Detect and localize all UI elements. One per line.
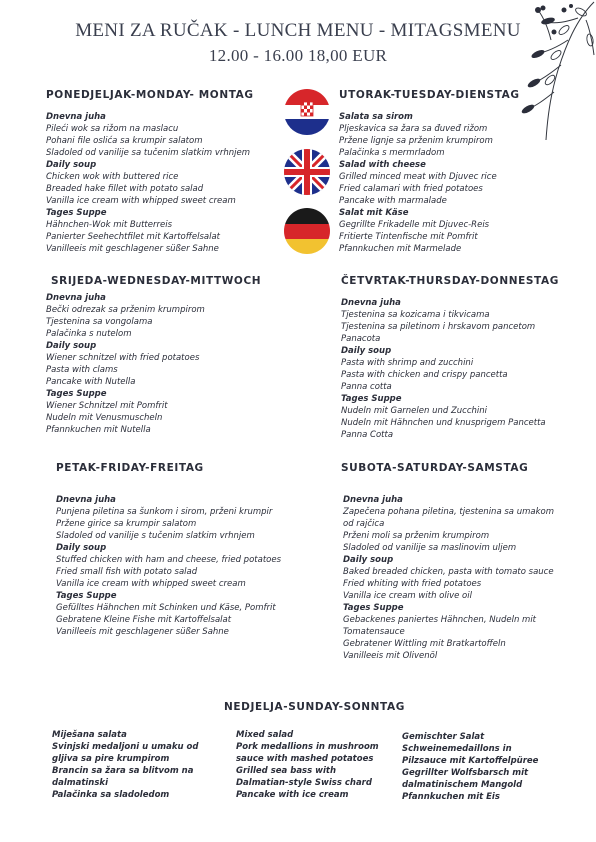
menu-item: Pržene girice sa krumpir salatom (56, 519, 197, 529)
menu-section-heading: Daily soup (46, 341, 97, 351)
menu-section-heading: Daily soup (343, 555, 394, 565)
day-title-monday: PONEDJELJAK-MONDAY- MONTAG (46, 89, 254, 101)
thursday-menu (341, 297, 546, 441)
menu-item: od rajčica (343, 519, 385, 529)
menu-item: Panna cotta (341, 382, 392, 392)
menu-item: Vanilleeis mit geschlagener süßer Sahne (46, 244, 219, 254)
menu-item: Bečki odrezak sa prženim krumpirom (46, 305, 205, 315)
menu-item: Gebackenes paniertes Hähnchen, Nudeln mit (343, 615, 537, 625)
menu-item: Breaded hake fillet with potato salad (46, 184, 204, 194)
menu-item: Punjena piletina sa šunkom i sirom, prženi krumpir (56, 507, 273, 517)
menu-item: Vanilla ice cream with whipped sweet cream (46, 196, 236, 206)
day-title-friday: PETAK-FRIDAY-FREITAG (56, 462, 204, 474)
croatia-flag-icon (284, 89, 330, 135)
menu-item: Gegrillter Wolfsbarsch mit (402, 768, 529, 778)
menu-item: Vanilleeis mit Olivenöl (343, 651, 438, 661)
menu-item: Svinjski medaljoni u umaku od (52, 742, 199, 752)
menu-item: Tomatensauce (343, 627, 405, 637)
menu-item: Brancin sa žara sa blitvom na (52, 766, 194, 776)
menu-item: Pasta with chicken and crispy pancetta (341, 370, 508, 380)
menu-item: Mixed salad (236, 730, 294, 740)
menu-section-heading: Salat mit Käse (339, 208, 409, 218)
day-title-thursday: ČETVRTAK-THURSDAY-DONNESTAG (341, 275, 559, 287)
menu-item: Grilled minced meat with Djuvec rice (339, 172, 497, 182)
menu-item: Pfannkuchen mit Marmelade (339, 244, 462, 254)
menu-item: Vanilleeis mit geschlagener süßer Sahne (56, 627, 229, 637)
menu-item: Wiener Schnitzel mit Pomfrit (46, 401, 168, 411)
menu-section-heading: Dnevna juha (46, 112, 106, 122)
menu-item: Stuffed chicken with ham and cheese, fried potatoes (56, 555, 282, 565)
menu-section-heading: Dnevna juha (46, 293, 106, 303)
menu-item: Sladoled od vanilije s tučenim slatkim vrhnjem (56, 531, 255, 541)
menu-section-heading: Daily soup (56, 543, 107, 553)
menu-item: Nudeln mit Garnelen und Zucchini (341, 406, 488, 416)
menu-item: Wiener schnitzel with fried potatoes (46, 353, 200, 363)
menu-time-price: 12.00 - 16.00 18,00 EUR (208, 46, 388, 65)
menu-item: Nudeln mit Hähnchen und knusprigem Pancetta (341, 418, 546, 428)
menu-section-heading: Daily soup (46, 160, 97, 170)
menu-item: Gemischter Salat (402, 732, 485, 742)
day-title-sunday: NEDJELJA-SUNDAY-SONNTAG (224, 701, 405, 713)
uk-flag-icon (284, 149, 330, 195)
menu-item: Vanilla ice cream with whipped sweet cream (56, 579, 246, 589)
menu-section-heading: Tages Suppe (56, 591, 117, 601)
menu-item: Grilled sea bass with (236, 766, 337, 776)
menu-item: Gefülltes Hähnchen mit Schinken und Käse, Pomfrit (56, 603, 276, 613)
menu-item: Baked breaded chicken, pasta with tomato sauce (343, 567, 554, 577)
saturday-menu (343, 494, 554, 662)
menu-item: sauce with mashed potatoes (236, 754, 374, 764)
menu-item: Pfannkuchen mit Nutella (46, 425, 151, 435)
tuesday-menu (339, 111, 497, 255)
menu-item: Pancake with marmalade (339, 196, 447, 206)
menu-section-heading: Salata sa sirom (339, 112, 413, 122)
menu-section-heading: Tages Suppe (343, 603, 404, 613)
menu-item: Pasta with clams (46, 365, 118, 375)
menu-item: Palačinka s nutelom (46, 329, 132, 339)
sunday-column-german (402, 731, 538, 803)
menu-item: Gegrillte Frikadelle mit Djuvec-Reis (339, 220, 490, 230)
menu-item: Gebratene Kleine Fishe mit Kartoffelsalat (56, 615, 232, 625)
menu-item: Schweinemedaillons in (402, 744, 512, 754)
menu-item: Gebratener Wittling mit Bratkartoffeln (343, 639, 506, 649)
day-title-wednesday: SRIJEDA-WEDNESDAY-MITTWOCH (51, 275, 262, 287)
menu-section-heading: Salad with cheese (339, 160, 426, 170)
day-title-tuesday: UTORAK-TUESDAY-DIENSTAG (339, 89, 520, 101)
menu-section-heading: Dnevna juha (343, 495, 403, 505)
menu-item: Palačinka sa sladoledom (52, 790, 170, 800)
menu-item: Pileći wok sa rižom na maslacu (46, 124, 179, 134)
menu-item: Pfannkuchen mit Eis (402, 792, 500, 802)
menu-item: Fritierte Tintenfische mit Pomfrit (339, 232, 478, 242)
menu-item: dalmatinski (52, 778, 108, 788)
menu-item: Palačinka s mermrladom (339, 148, 445, 158)
menu-item: Vanilla ice cream with olive oil (343, 591, 472, 601)
menu-item: Hähnchen-Wok mit Butterreis (46, 220, 172, 230)
menu-item: Tjestenina sa piletinom i hrskavom pancetom (341, 322, 536, 332)
menu-item: Panacota (341, 334, 381, 344)
sunday-column-english (236, 729, 379, 801)
menu-item: dalmatinischem Mangold (402, 780, 523, 790)
menu-item: Prženi moli sa prženim krumpirom (343, 531, 490, 541)
menu-item: Panna Cotta (341, 430, 394, 440)
menu-item: Pljeskavica sa žara sa đuveđ rižom (339, 124, 488, 134)
menu-section-heading: Tages Suppe (46, 208, 107, 218)
menu-item: Tjestenina sa kozicama i tikvicama (341, 310, 490, 320)
menu-item: Fried small fish with potato salad (56, 567, 198, 577)
menu-item: Miješana salata (52, 730, 127, 740)
menu-section-heading: Daily soup (341, 346, 392, 356)
menu-item: gljiva sa pire krumpirom (52, 754, 170, 764)
friday-menu (56, 494, 281, 638)
menu-section-heading: Dnevna juha (56, 495, 116, 505)
menu-item: Chicken wok with buttered rice (46, 172, 179, 182)
menu-item: Panierter Seehechtfilet mit Kartoffelsalat (46, 232, 220, 242)
menu-item: Fried whiting with fried potatoes (343, 579, 482, 589)
sunday-column-croatian (52, 729, 198, 801)
menu-item: Pork medallions in mushroom (236, 742, 379, 752)
menu-title: MENI ZA RUČAK - LUNCH MENU - MITAGSMENU (75, 20, 521, 41)
menu-item: Nudeln mit Venusmuscheln (46, 413, 163, 423)
menu-section-heading: Tages Suppe (341, 394, 402, 404)
menu-item: Pancake with Nutella (46, 377, 136, 387)
menu-item: Pasta with shrimp and zucchini (341, 358, 474, 368)
day-title-saturday: SUBOTA-SATURDAY-SAMSTAG (341, 462, 529, 474)
menu-item: Pohani file oslića sa krumpir salatom (46, 136, 203, 146)
menu-section-heading: Tages Suppe (46, 389, 107, 399)
menu-item: Sladoled od vanilije sa tučenim slatkim vrhnjem (46, 148, 251, 158)
menu-item: Fried calamari with fried potatoes (339, 184, 483, 194)
menu-section-heading: Dnevna juha (341, 298, 401, 308)
wednesday-menu (46, 292, 205, 436)
menu-item: Pržene lignje sa prženim krumpirom (339, 136, 493, 146)
monday-menu (46, 111, 250, 255)
menu-item: Zapečena pohana piletina, tjestenina sa umakom (343, 507, 554, 517)
menu-item: Pancake with ice cream (236, 790, 349, 800)
menu-item: Sladoled od vanilije sa maslinovim uljem (343, 543, 517, 553)
menu-item: Dalmatian-style Swiss chard (236, 778, 372, 788)
germany-flag-icon (284, 208, 330, 254)
menu-item: Tjestenina sa vongolama (46, 317, 153, 327)
menu-item: Pilzsauce mit Kartoffelpüree (402, 756, 539, 766)
